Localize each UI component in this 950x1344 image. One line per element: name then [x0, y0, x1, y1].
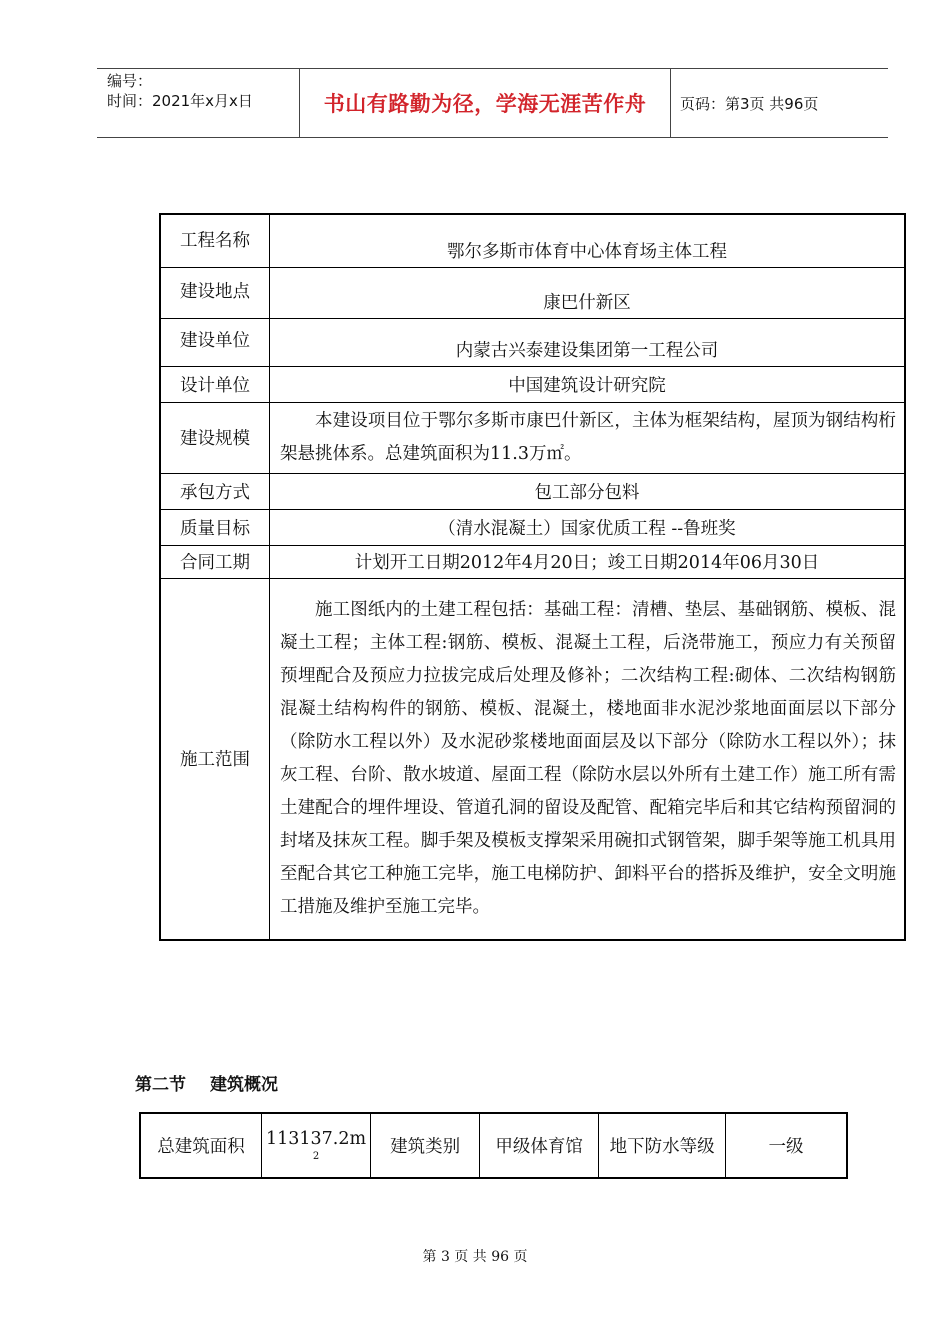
table-row: [160, 402, 905, 473]
row-label: 工程名称: [160, 214, 270, 267]
total-area-cell: [262, 1113, 371, 1178]
building-overview-table: [139, 1112, 848, 1179]
category-label: 建筑类别: [371, 1113, 480, 1178]
table-row: [160, 318, 905, 366]
row-label: 质量目标: [160, 509, 270, 545]
table-row: [140, 1113, 847, 1178]
project-info-table: [159, 213, 906, 941]
row-value: 鄂尔多斯市体育中心体育场主体工程: [270, 214, 906, 267]
row-label: 建设规模: [160, 402, 270, 473]
row-label: 建设地点: [160, 267, 270, 318]
table-row: [160, 366, 905, 402]
row-label: 施工范围: [160, 578, 270, 940]
row-value: 施工图纸内的土建工程包括：基础工程：清槽、垫层、基础钢筋、模板、混凝土工程；主体工程:钢筋、模板、混凝土工程，后浇带施工，预应力有关预留预埋配合及预应力拉拔完成后处理及修补；二次结构工程:砌体、二次结构钢筋混凝土结构构件的钢筋、模板、混凝土，楼地面非水泥沙浆地面面层以下部分（除防水工程以外）及水泥砂浆楼地面面层及以下部分（除防水工程以外）；抹灰工程、台阶、散水坡道、屋面工程（除防水层以外所有土建工作）施工所有需土建配合的埋件埋设、管道孔洞的留设及配管、配箱完毕后和其它结构预留洞的封堵及抹灰工程。脚手架及模板支撑架采用碗扣式钢管架，脚手架等施工机具用至配合其它工种施工完毕，施工电梯防护、卸料平台的搭拆及维护，安全文明施工措施及维护至施工完毕。: [270, 578, 906, 940]
waterproof-value: 一级: [726, 1113, 847, 1178]
section-number: 第二节: [135, 1075, 186, 1095]
category-value: 甲级体育馆: [480, 1113, 599, 1178]
total-area-label: 总建筑面积: [140, 1113, 262, 1178]
number-label: 编号：: [107, 72, 153, 90]
row-label: 建设单位: [160, 318, 270, 366]
row-value: 本建设项目位于鄂尔多斯市康巴什新区，主体为框架结构，屋顶为钢结构桁架悬挑体系。总建筑面积为11.3万㎡。: [270, 402, 906, 473]
row-value: 康巴什新区: [270, 267, 906, 318]
total-area-value: 113137.2m: [266, 1128, 367, 1149]
table-row: [160, 509, 905, 545]
row-label: 承包方式: [160, 473, 270, 509]
page-footer: 第 3 页 共 96 页: [422, 1249, 528, 1265]
table-row: [160, 214, 905, 267]
row-label: 设计单位: [160, 366, 270, 402]
table-row: [160, 578, 905, 940]
row-value: 中国建筑设计研究院: [270, 366, 906, 402]
table-row: [160, 267, 905, 318]
header-motto: 书山有路勤为径，学海无涯苦作舟: [299, 69, 671, 137]
total-area-unit-sup: 2: [312, 1150, 320, 1162]
table-row: [160, 473, 905, 509]
time-label: 时间：2021年x月x日: [107, 92, 253, 110]
section-title: [135, 1070, 278, 1095]
row-value: 计划开工日期2012年4月20日；竣工日期2014年06月30日: [270, 545, 906, 578]
header-page-info: 页码：第3页 共96页: [680, 94, 819, 113]
row-value: 内蒙古兴泰建设集团第一工程公司: [270, 318, 906, 366]
header-meta: [97, 69, 299, 137]
waterproof-label: 地下防水等级: [599, 1113, 726, 1178]
row-value: 包工部分包料: [270, 473, 906, 509]
table-row: [160, 545, 905, 578]
row-label: 合同工期: [160, 545, 270, 578]
page-header: [97, 68, 888, 138]
section-name: 建筑概况: [210, 1075, 278, 1095]
row-value: （清水混凝土）国家优质工程 --鲁班奖: [270, 509, 906, 545]
